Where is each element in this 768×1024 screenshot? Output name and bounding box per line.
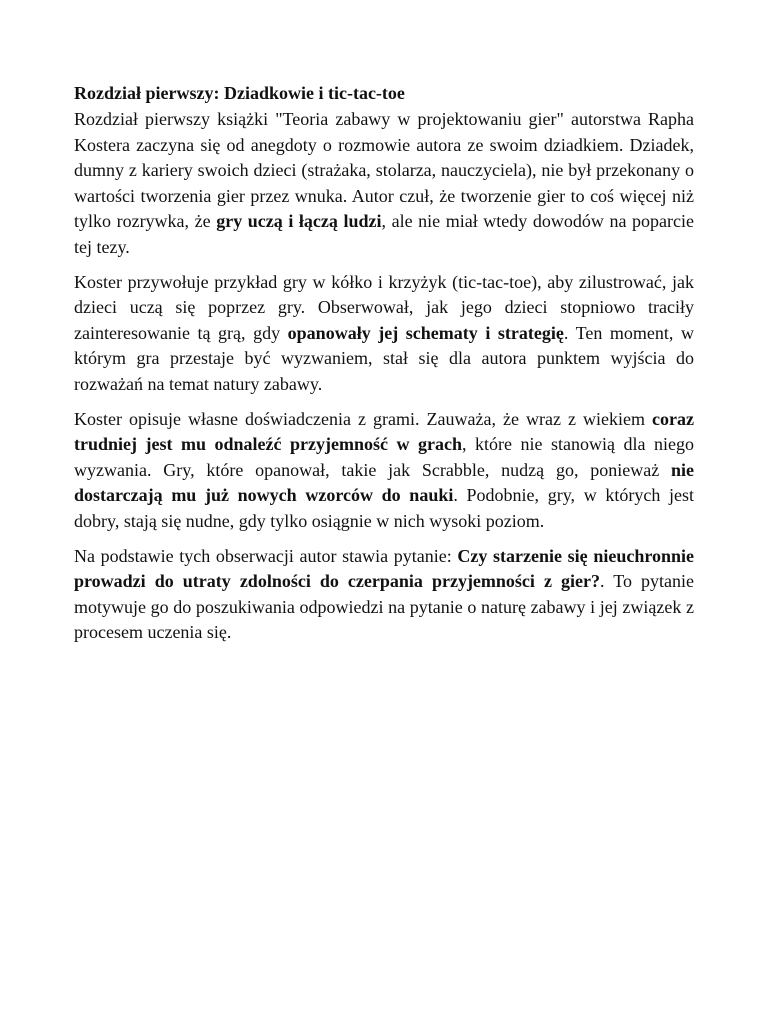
paragraph-text: Koster opisuje własne doświadczenia z grami. Zauważa, że wraz z wiekiem bbox=[74, 408, 653, 429]
paragraph-text: Koster przywołuje przykład gry w kółko i krzyżyk (tic-tac-toe), aby zilustrować, jak dzieci uczą się poprzez gry. Obserwował, jak jego dzieci stopniowo traciły zainteresowanie tą grą, gdy bbox=[74, 271, 694, 343]
paragraph-text: Rozdział pierwszy książki "Teoria zabawy w projektowaniu gier" autorstwa Rapha Kostera zaczyna się od anegdoty o rozmowie autora ze swoim dziadkiem. Dziadek, dumny z kariery swoich dzieci (strażaka, stolarza, nauczyciela), nie był przekonany o wartości tworzenia gier przez wnuka. Autor czuł, że tworzenie gier to coś więcej niż tylko rozrywka, że bbox=[74, 109, 694, 232]
chapter-heading: Rozdział pierwszy: Dziadkowie i tic-tac-toe bbox=[74, 83, 405, 103]
emphasis-text: coraz trudniej jest mu odnaleźć przyjemność w grach bbox=[74, 408, 694, 455]
paragraph-question bbox=[74, 544, 694, 646]
paragraph-intro bbox=[74, 107, 694, 261]
paragraph-tic-tac-toe bbox=[74, 270, 694, 398]
paragraph-text: . To pytanie motywuje go do poszukiwania odpowiedzi na pytanie o naturę zabawy i jej związek z procesem uczenia się. bbox=[74, 571, 694, 643]
paragraph-text: , ale nie miał wtedy dowodów na poparcie tej tezy. bbox=[74, 211, 694, 257]
emphasis-text: opanowały jej schematy i strategię bbox=[287, 322, 564, 343]
document-page bbox=[74, 80, 694, 655]
emphasis-text: Czy starzenie się nieuchronnie prowadzi do utraty zdolności do czerpania przyjemności z gier? bbox=[74, 545, 695, 592]
paragraph-text: Na podstawie tych obserwacji autor stawia pytanie: bbox=[74, 545, 458, 566]
emphasis-text: gry uczą i łączą ludzi bbox=[216, 211, 382, 232]
paragraph-experience bbox=[74, 407, 694, 535]
paragraph-text: . Ten moment, w którym gra przestaje być wyzwaniem, stał się dla autora punktem wyjścia do rozważań na temat natury zabawy. bbox=[74, 322, 694, 394]
paragraph-text: , które nie stanowią dla niego wyzwania. Gry, które opanował, takie jak Scrabble, nudzą go, ponieważ bbox=[74, 434, 694, 480]
emphasis-text: nie dostarczają mu już nowych wzorców do nauki bbox=[74, 459, 694, 506]
paragraph-text: . Podobnie, gry, w których jest dobry, stają się nudne, gdy tylko osiągnie w nich wysoki poziom. bbox=[74, 485, 695, 531]
